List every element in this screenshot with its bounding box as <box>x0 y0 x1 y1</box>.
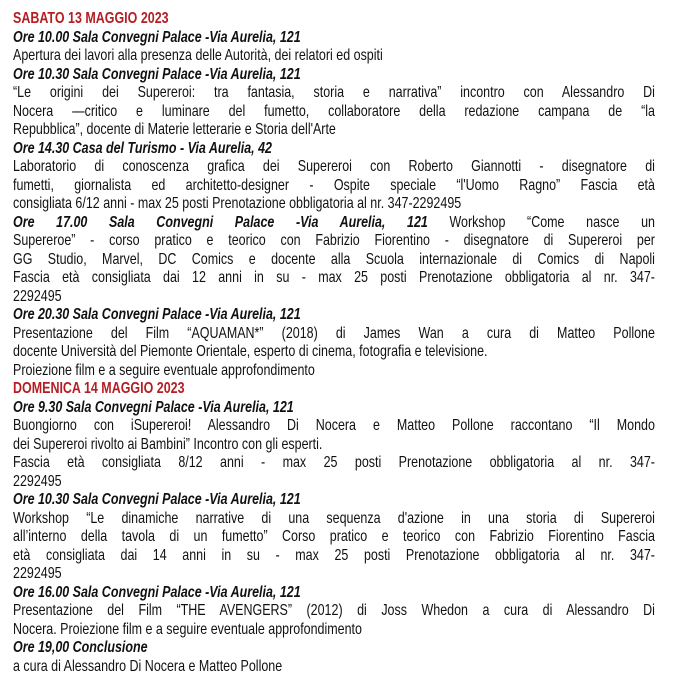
description-line <box>13 436 655 455</box>
line-text: Apertura dei lavori alla presenza delle Autorità, dei relatori ed ospiti <box>13 47 383 64</box>
description-line <box>13 269 655 288</box>
line-text: 2292495 <box>13 472 62 490</box>
event-program <box>13 10 655 676</box>
line-text: Fascia età consigliata 8/12 anni - max 25 posti Prenotazione obbligatoria al nr. 347- <box>13 454 655 471</box>
description-text: Workshop “Come nasce un <box>427 213 655 231</box>
line-text: età consigliata dai 14 anni in su - max 25 posti Prenotazione obbligatoria al nr. 347- <box>13 546 655 564</box>
line-text: Supereroe” - corso pratico e teorico con Fabrizio Fiorentino - disegnatore di Supereroi per <box>13 232 655 249</box>
description-line <box>13 177 655 196</box>
heading-text: Ore 10.00 Sala Convegni Palace -Via Aurelia, 121 <box>13 28 301 46</box>
session-heading <box>13 399 655 418</box>
description-line <box>13 510 655 529</box>
description-line <box>13 288 655 307</box>
session-heading <box>13 584 655 603</box>
description-line <box>13 602 655 621</box>
line-text: Fascia età consigliata dai 12 anni in su - max 25 posti Prenotazione obbligatoria al nr. 347- <box>13 269 655 286</box>
heading-text: Ore 9.30 Sala Convegni Palace -Via Aurelia, 121 <box>13 398 294 416</box>
line-text: GG Studio, Marvel, DC Comics e docente alla Scuola internazionale di Comics di Napoli <box>13 250 655 268</box>
line-text: Repubblica”, docente di Materie letterarie e Storia dell'Arte <box>13 121 336 138</box>
heading-text: DOMENICA 14 MAGGIO 2023 <box>13 380 185 397</box>
session-heading <box>13 214 655 233</box>
heading-text: Ore 16.00 Sala Convegni Palace -Via Aurelia, 121 <box>13 583 301 601</box>
description-line <box>13 84 655 103</box>
session-heading <box>13 639 655 658</box>
description-line <box>13 232 655 251</box>
session-heading <box>13 66 655 85</box>
line-text: a cura di Alessandro Di Nocera e Matteo Pollone <box>13 657 283 675</box>
line-text: Buongiorno con iSupereroi! Alessandro Di Nocera e Matteo Pollone raccontano “Il Mondo <box>13 417 655 434</box>
description-line <box>13 251 655 270</box>
description-line <box>13 528 655 547</box>
heading-text: Ore 14.30 Casa del Turismo - Via Aurelia, 42 <box>13 139 272 157</box>
line-text: all’interno della tavola di un fumetto” Corso pratico e teorico con Fabrizio Fiorentino Fascia <box>13 528 655 545</box>
line-text: fumetti, giornalista ed architetto-designer - Ospite speciale “l'Uomo Ragno” Fascia età <box>13 176 655 194</box>
line-text: 2292495 <box>13 287 62 305</box>
description-line <box>13 473 655 492</box>
heading-text: Ore 10.30 Sala Convegni Palace -Via Aurelia, 121 <box>13 65 301 83</box>
line-text: Presentazione del Film “THE AVENGERS” (2012) di Joss Whedon a cura di Alessandro Di <box>13 602 655 619</box>
description-line <box>13 621 655 640</box>
line-text: docente Università del Piemonte Orientale, esperto di cinema, fotografia e televisione. <box>13 343 488 360</box>
description-line <box>13 547 655 566</box>
description-line <box>13 417 655 436</box>
session-heading <box>13 306 655 325</box>
description-line <box>13 158 655 177</box>
description-line <box>13 343 655 362</box>
line-text: Workshop “Le dinamiche narrative di una sequenza d'azione in una storia di Supereroi <box>13 509 655 527</box>
session-heading <box>13 29 655 48</box>
description-line <box>13 195 655 214</box>
day-heading <box>13 10 655 29</box>
heading-text: Ore 19,00 Conclusione <box>13 639 148 656</box>
description-line <box>13 362 655 381</box>
description-line <box>13 454 655 473</box>
line-text: consigliata 6/12 anni - max 25 posti Prenotazione obbligatoria al nr. 347-2292495 <box>13 195 462 212</box>
description-line <box>13 325 655 344</box>
description-line <box>13 121 655 140</box>
description-line <box>13 658 655 677</box>
line-text: “Le origini dei Supereroi: tra fantasia, storia e narrativa” incontro con Alessandro Di <box>13 84 655 101</box>
line-text: Presentazione del Film “AQUAMAN*” (2018) di James Wan a cura di Matteo Pollone <box>13 324 655 342</box>
day-heading <box>13 380 655 399</box>
line-text: dei Supereroi rivolto ai Bambini” Incontro con gli esperti. <box>13 435 323 453</box>
line-text: Nocera —critico e luminare del fumetto, collaboratore della redazione campana de “la <box>13 102 655 120</box>
line-text: Laboratorio di conoscenza grafica dei Supereroi con Roberto Giannotti - disegnatore di <box>13 158 655 175</box>
heading-text: Ore 20.30 Sala Convegni Palace -Via Aurelia, 121 <box>13 306 301 323</box>
description-line <box>13 565 655 584</box>
session-heading <box>13 491 655 510</box>
line-text: Nocera. Proiezione film e a seguire eventuale approfondimento <box>13 620 362 638</box>
heading-text: Ore 17.00 Sala Convegni Palace -Via Aurelia, 121 <box>13 213 428 231</box>
line-text: 2292495 <box>13 565 62 582</box>
session-heading <box>13 140 655 159</box>
description-line <box>13 103 655 122</box>
heading-text: Ore 10.30 Sala Convegni Palace -Via Aurelia, 121 <box>13 491 301 508</box>
line-text: Proiezione film e a seguire eventuale approfondimento <box>13 361 315 379</box>
heading-text: SABATO 13 MAGGIO 2023 <box>13 10 169 27</box>
description-line <box>13 47 655 66</box>
